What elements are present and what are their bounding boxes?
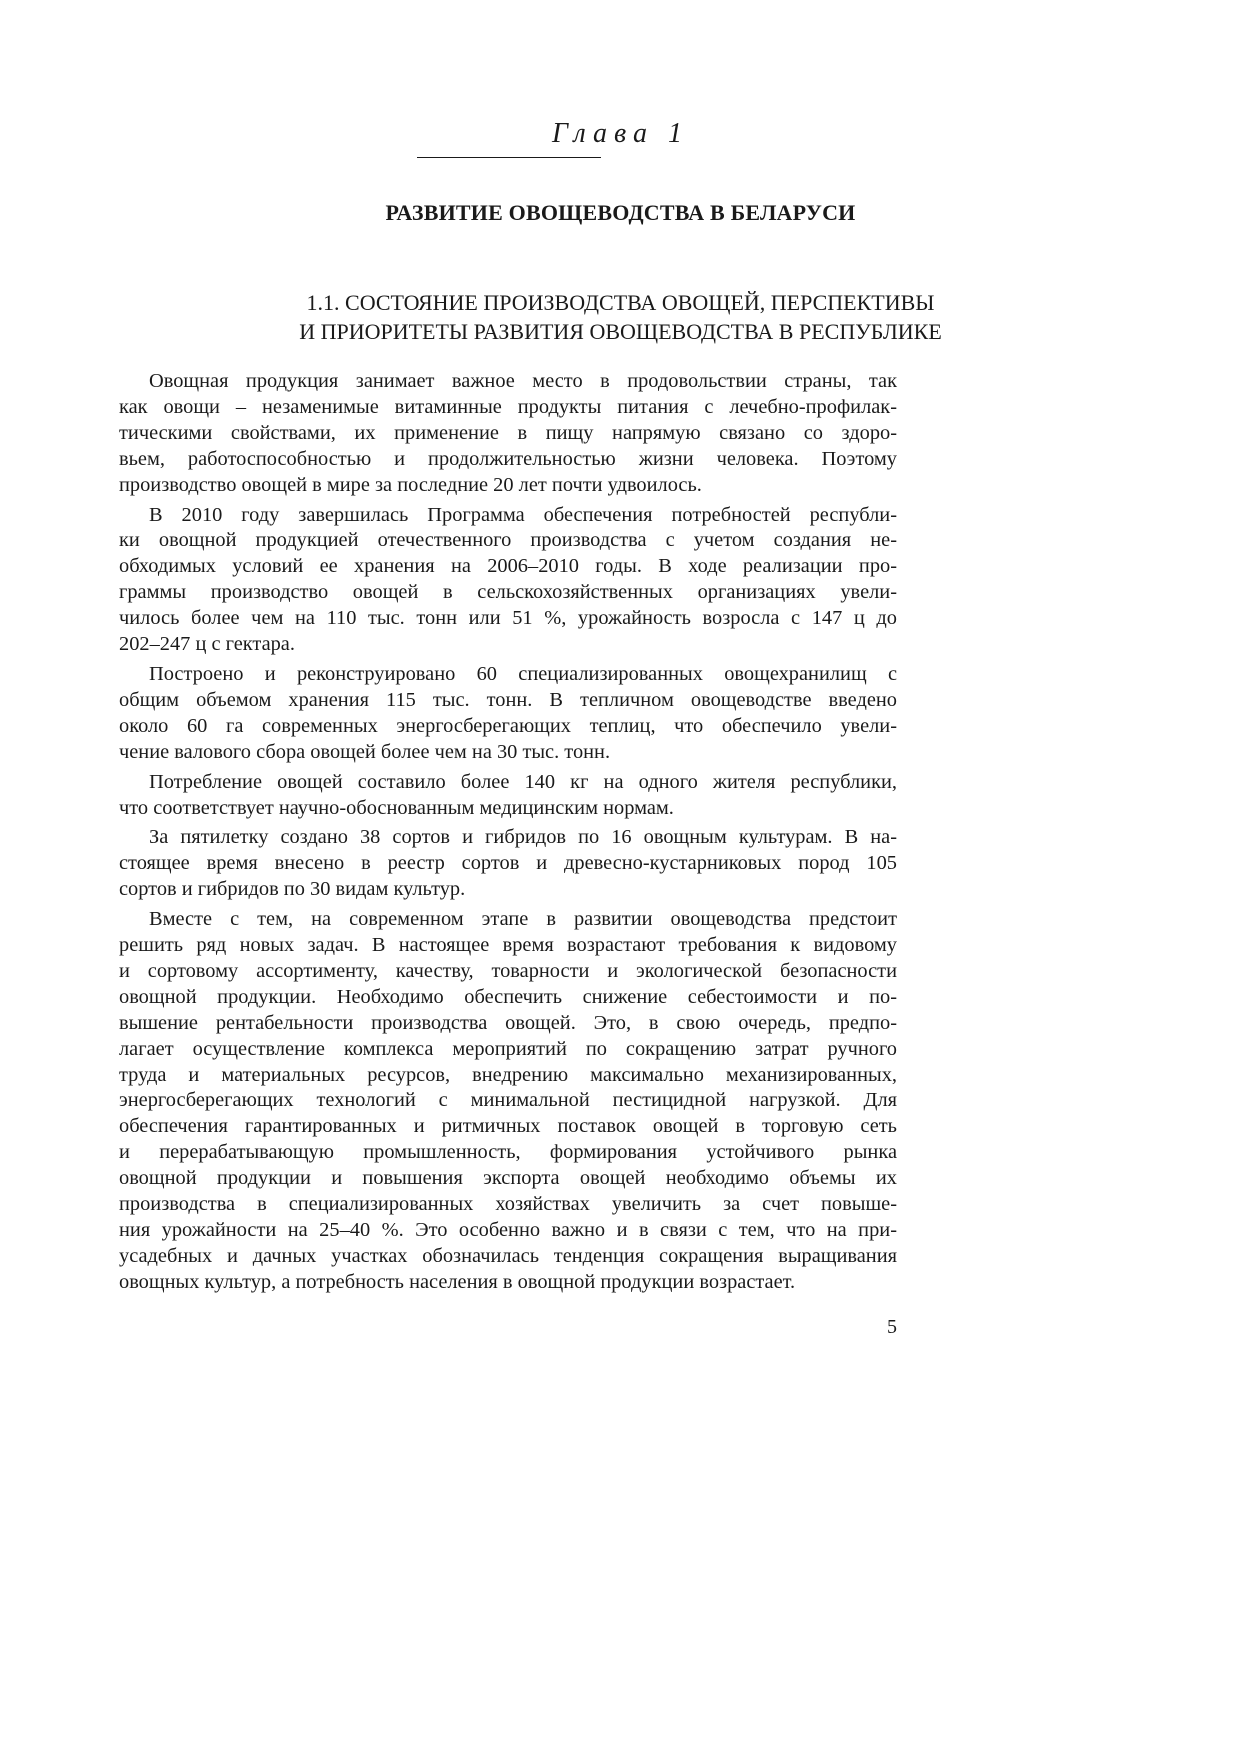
text-line: что соответствует научно-обоснованным медицинским нормам. [119,796,674,819]
text-line: труда и материальных ресурсов, внедрению максимально механизированных, [119,1063,897,1086]
section-title-line: 1.1. СОСТОЯНИЕ ПРОИЗВОДСТВА ОВОЩЕЙ, ПЕРСПЕКТИВЫ [306,290,935,315]
text-line: Овощная продукция занимает важное место в продовольствии страны, так [149,370,897,392]
text-line: ния урожайности на 25–40 %. Это особенно важно и в связи с тем, что на при- [119,1219,897,1241]
text-line: как овощи – незаменимые витаминные продукты питания с лечебно-профилак- [119,395,897,418]
paragraph [119,770,897,822]
text-line: граммы производство овощей в сельскохозяйственных организациях увели- [119,581,897,604]
body-text [119,369,897,1300]
section-title [0,288,1241,346]
text-line: и перерабатывающую промышленность, формирования устойчивого рынка [119,1141,897,1164]
text-line: ки овощной продукцией отечественного производства с учетом создания не- [119,529,897,552]
text-line: и сортовому ассортименту, качеству, товарности и экологической безопасности [119,959,897,982]
paragraph [119,662,897,766]
chapter-label: Глава 1 [552,118,689,149]
text-line: тическими свойствами, их применение в пищу напрямую связано со здоро- [119,421,897,444]
text-line: Потребление овощей составило более 140 кг на одного жителя республики, [149,770,897,793]
text-line: вышение рентабельности производства овощей. Это, в свою очередь, предпо- [119,1011,897,1034]
text-line: чение валового сбора овощей более чем на 30 тыс. тонн. [119,740,611,763]
section-title-line: И ПРИОРИТЕТЫ РАЗВИТИЯ ОВОЩЕВОДСТВА В РЕСПУБЛИКЕ [299,319,942,344]
text-line: вьем, работоспособностью и продолжительностью жизни человека. Поэтому [119,447,897,470]
text-line: стоящее время внесено в реестр сортов и древесно-кустарниковых пород 105 [119,852,897,875]
text-line: сортов и гибридов по 30 видам культур. [119,878,466,901]
text-line: овощной продукции и повышения экспорта овощей необходимо объемы их [119,1167,897,1190]
text-line: чилось более чем на 110 тыс. тонн или 51 %, урожайность возросла с 147 ц до [119,607,897,630]
text-line: овощной продукции. Необходимо обеспечить снижение себестоимости и по- [119,985,897,1008]
paragraph [119,907,897,1296]
paragraph [119,825,897,903]
text-line: обеспечения гарантированных и ритмичных поставок овощей в торговую сеть [119,1115,897,1138]
text-line: решить ряд новых задач. В настоящее время возрастают требования к видовому [119,934,897,957]
text-line: около 60 га современных энергосберегающих теплиц, что обеспечило увели- [119,714,897,737]
text-line: производство овощей в мире за последние 20 лет почти удвоилось. [119,473,702,496]
text-line: Вместе с тем, на современном этапе в развитии овощеводства предстоит [149,908,897,931]
text-line: В 2010 году завершилась Программа обеспечения потребностей республи- [149,503,897,526]
text-line: производства в специализированных хозяйствах увеличить за счет повыше- [119,1193,897,1216]
text-line: За пятилетку создано 38 сортов и гибридов по 16 овощным культурам. В на- [149,826,897,849]
text-line: энергосберегающих технологий с минимальной пестицидной нагрузкой. Для [119,1089,897,1112]
paragraph [119,369,897,499]
text-line: общим объемом хранения 115 тыс. тонн. В тепличном овощеводстве введено [119,688,897,711]
text-line: 202–247 ц с гектара. [119,633,295,656]
text-line: обходимых условий ее хранения на 2006–2010 годы. В ходе реализации про- [119,555,897,578]
text-line: лагает осуществление комплекса мероприятий по сокращению затрат ручного [119,1037,897,1060]
text-line: овощных культур, а потребность населения в овощной продукции возрастает. [119,1270,796,1293]
paragraph [119,503,897,658]
page-number: 5 [887,1316,897,1338]
chapter-underline [417,157,601,158]
text-line: Построено и реконструировано 60 специализированных овощехранилищ с [149,662,897,685]
chapter-title: РАЗВИТИЕ ОВОЩЕВОДСТВА В БЕЛАРУСИ [385,200,856,225]
text-line: усадебных и дачных участках обозначилась тенденция сокращения выращивания [119,1244,897,1267]
